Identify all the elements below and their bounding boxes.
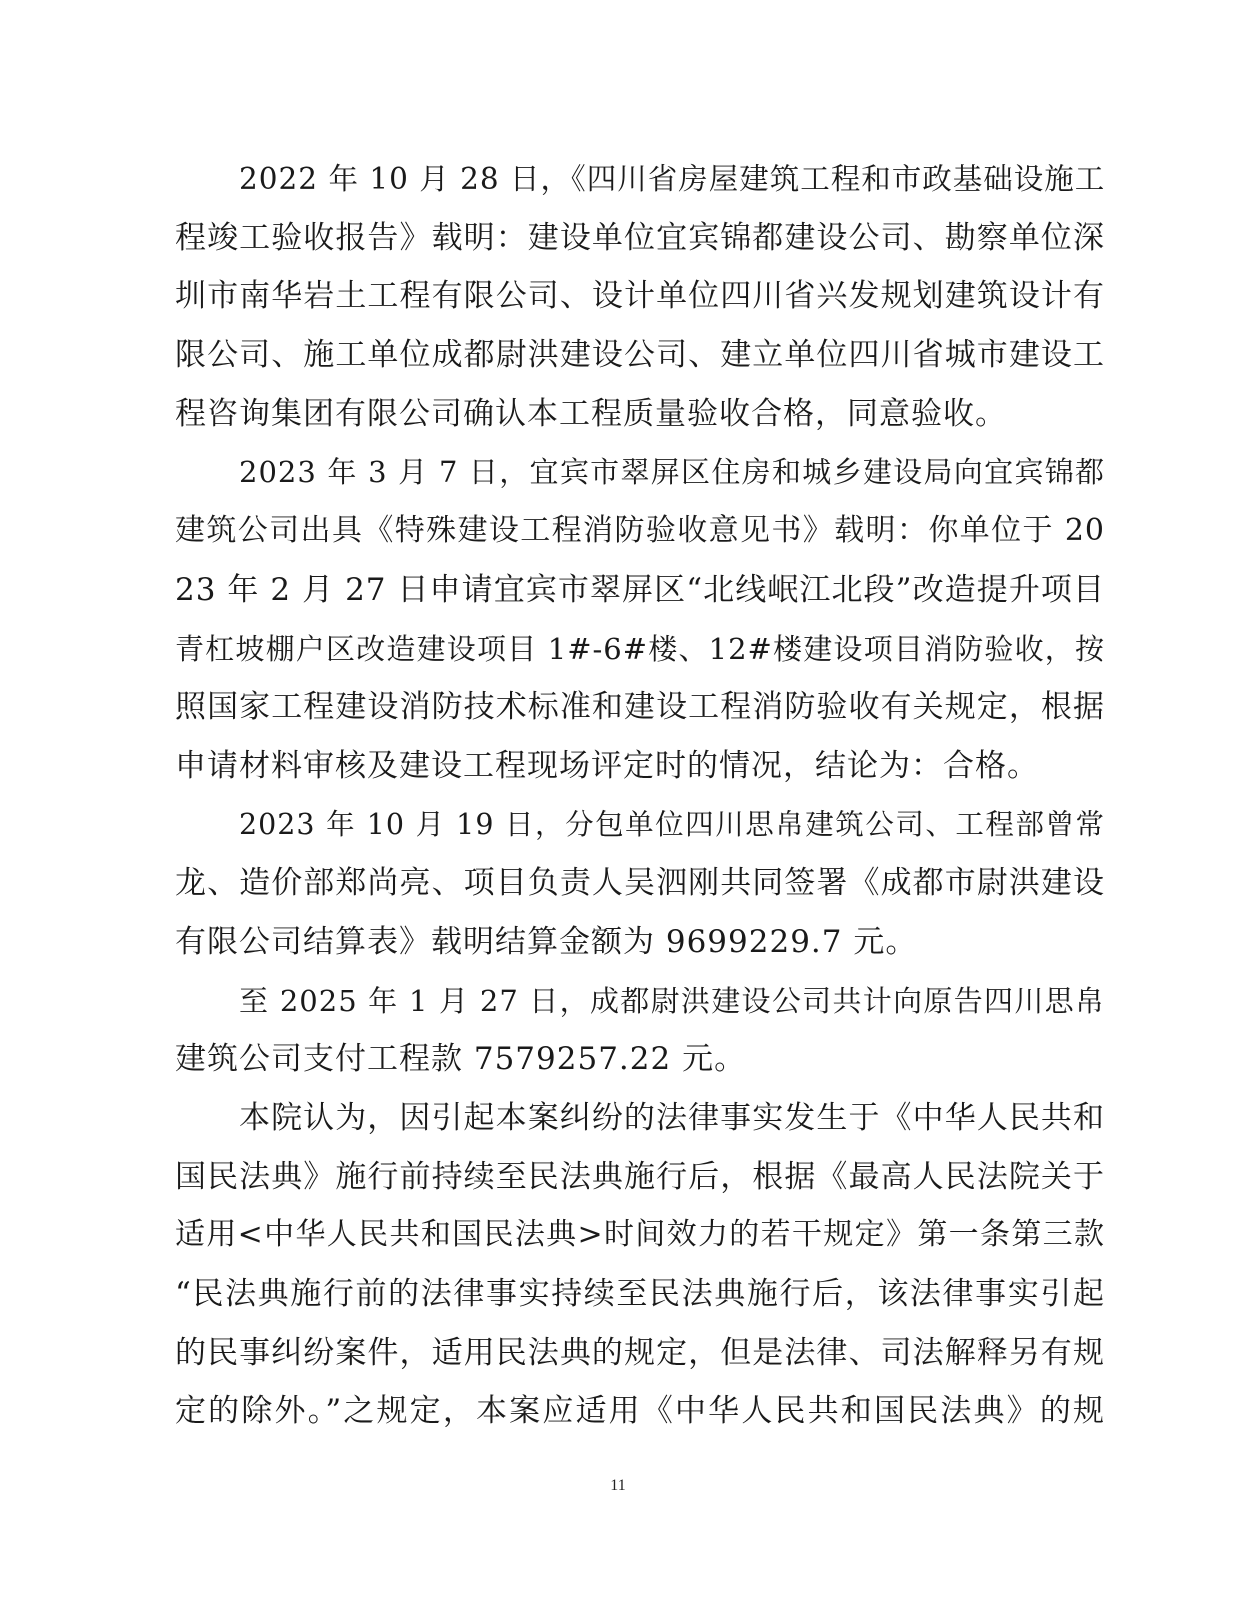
text-line: 2023 年 3 月 7 日，宜宾市翠屏区住房和城乡建设局向宜宾锦都	[239, 455, 1105, 490]
text-line: 限公司、施工单位成都尉洪建设公司、建立单位四川省城市建设工	[175, 337, 1105, 374]
text-line: 适用<中华人民共和国民法典>时间效力的若干规定》第一条第三款	[175, 1217, 1105, 1253]
text-line: 国民法典》施行前持续至民法典施行后，根据《最高人民法院关于	[175, 1158, 1105, 1195]
text-line: 龙、造价部郑尚亮、项目负责人吴泗刚共同签署《成都市尉洪建设	[175, 865, 1105, 902]
text-line: 建筑公司支付工程款 7579257.22 元。	[175, 1041, 747, 1078]
text-line: 至 2025 年 1 月 27 日，成都尉洪建设公司共计向原告四川思帛	[239, 983, 1105, 1018]
text-line: “民法典施行前的法律事实持续至民法典施行后，该法律事实引起	[175, 1276, 1105, 1313]
document-body	[175, 150, 1105, 1441]
text-line: 本院认为，因引起本案纠纷的法律事实发生于《中华人民共和	[239, 1100, 1105, 1136]
text-line: 23 年 2 月 27 日申请宜宾市翠屏区“北线岷江北段”改造提升项目	[175, 571, 1105, 608]
text-line: 定的除外。”之规定，本案应适用《中华人民共和国民法典》的规	[175, 1393, 1105, 1430]
text-line: 2022 年 10 月 28 日，《四川省房屋建筑工程和市政基础设施工	[239, 162, 1106, 196]
page-number: 11	[610, 1477, 626, 1494]
text-line: 照国家工程建设消防技术标准和建设工程消防验收有关规定，根据	[175, 689, 1105, 726]
text-line: 建筑公司出具《特殊建设工程消防验收意见书》载明：你单位于 20	[175, 513, 1105, 549]
text-line: 程咨询集团有限公司确认本工程质量验收合格，同意验收。	[175, 395, 1007, 432]
text-line: 2023 年 10 月 19 日，分包单位四川思帛建筑公司、工程部曾常	[239, 807, 1105, 841]
text-line: 的民事纠纷案件，适用民法典的规定，但是法律、司法解释另有规	[175, 1334, 1105, 1371]
text-line: 有限公司结算表》载明结算金额为 9699229.7 元。	[175, 923, 918, 960]
text-line: 申请材料审核及建设工程现场评定时的情况，结论为：合格。	[175, 747, 1039, 784]
text-line: 程竣工验收报告》载明：建设单位宜宾锦都建设公司、勘察单位深	[175, 219, 1105, 256]
text-line: 圳市南华岩土工程有限公司、设计单位四川省兴发规划建筑设计有	[175, 278, 1105, 315]
text-line: 青杠坡棚户区改造建设项目 1#-6#楼、12#楼建设项目消防验收，按	[175, 631, 1105, 666]
